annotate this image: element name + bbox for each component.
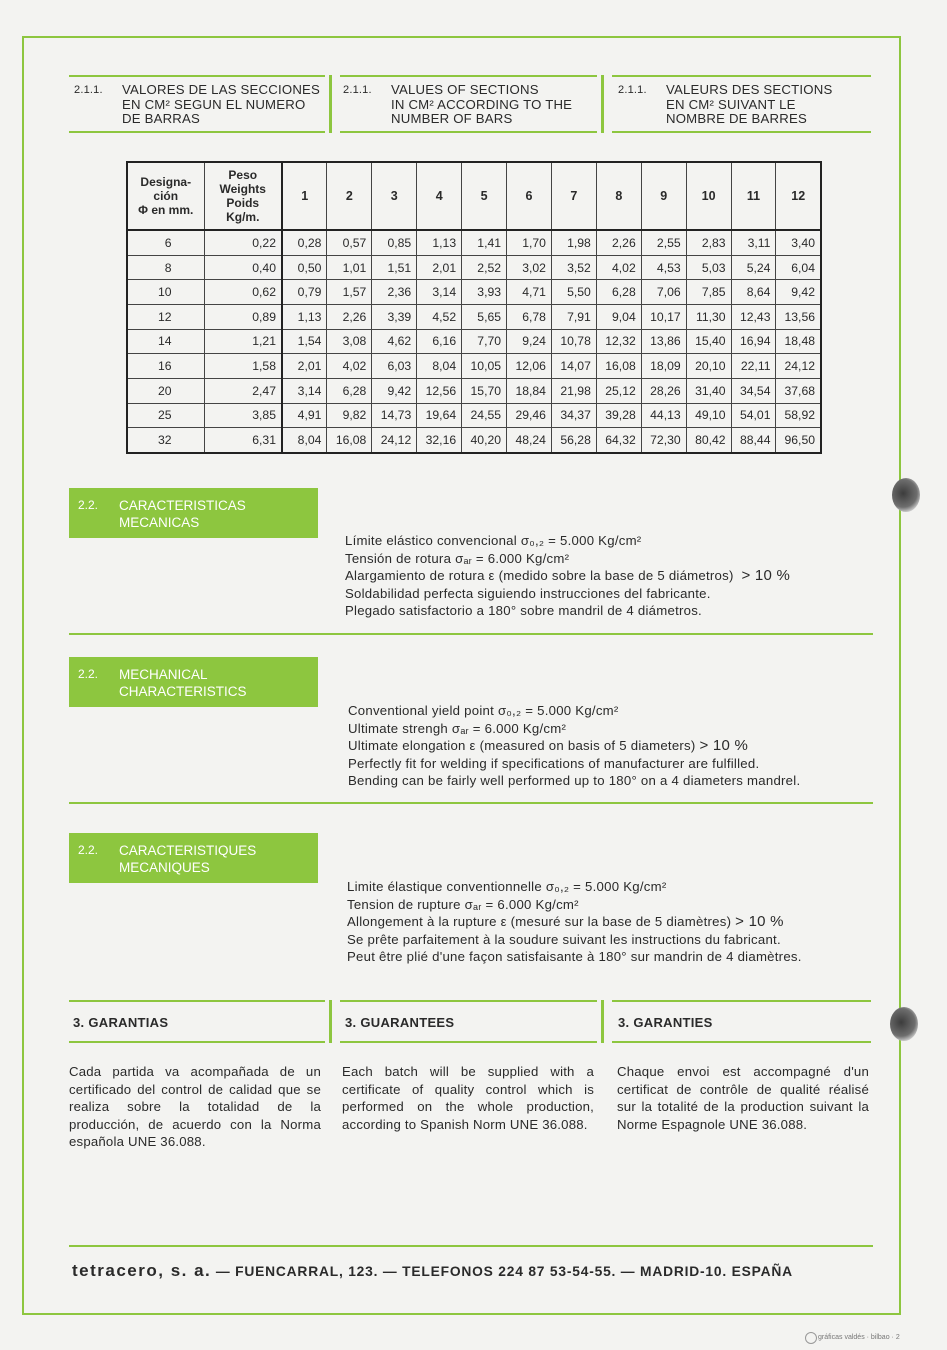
cell-section: 4,52 (417, 305, 462, 330)
cell-section: 18,09 (641, 354, 686, 379)
cell-section: 16,08 (596, 354, 641, 379)
divider (612, 75, 871, 77)
sections-table (126, 161, 822, 454)
cell-section: 64,32 (596, 428, 641, 453)
table-header-row (127, 162, 821, 230)
cell-section: 3,08 (327, 329, 372, 354)
cell-section: 7,06 (641, 280, 686, 305)
cell-section: 3,39 (372, 305, 417, 330)
cell-section: 29,46 (507, 403, 552, 428)
elongation-value: > 10 % (741, 567, 791, 585)
header-line: Φ en mm. (138, 203, 194, 217)
cell-section: 6,28 (327, 378, 372, 403)
divider (69, 1000, 325, 1002)
cell-section: 72,30 (641, 428, 686, 453)
printer-credit: gráficas valdés · bilbao · 2 (818, 1334, 900, 1341)
cell-section: 13,86 (641, 329, 686, 354)
cell-section: 10,78 (551, 329, 596, 354)
cell-weight: 6,31 (204, 428, 282, 453)
divider (69, 1245, 873, 1247)
text-line: Alargamiento de rotura ε (medido sobre la base de 5 diámetros) (345, 568, 734, 584)
cell-section: 44,13 (641, 403, 686, 428)
cell-section: 13,56 (776, 305, 821, 330)
cell-section: 2,26 (596, 230, 641, 255)
cell-section: 5,50 (551, 280, 596, 305)
cell-diameter: 20 (127, 378, 204, 403)
cell-section: 12,06 (507, 354, 552, 379)
heading-line: DE BARRAS (122, 111, 201, 126)
header-line: Poids (226, 196, 260, 210)
cell-section: 34,37 (551, 403, 596, 428)
header-bar-count: 7 (551, 162, 596, 230)
cell-weight: 2,47 (204, 378, 282, 403)
header-line: Designa- (140, 175, 192, 189)
cell-section: 4,02 (596, 255, 641, 280)
cell-weight: 1,58 (204, 354, 282, 379)
cell-section: 2,36 (372, 280, 417, 305)
mech-fr-lines (347, 878, 802, 966)
cell-section: 6,04 (776, 255, 821, 280)
cell-section: 1,98 (551, 230, 596, 255)
header-line: Weights (219, 182, 266, 196)
heading-text (391, 83, 572, 127)
cell-section: 21,98 (551, 378, 596, 403)
header-bar-count: 12 (776, 162, 821, 230)
punch-hole (892, 478, 920, 512)
cell-section: 16,94 (731, 329, 776, 354)
header-bar-count: 4 (417, 162, 462, 230)
section-number: 2.2. (78, 843, 99, 857)
cell-section: 3,02 (507, 255, 552, 280)
footer (72, 1261, 793, 1281)
cell-section: 10,05 (462, 354, 507, 379)
text-line: Límite elástico convencional σ₀,₂ = 5.000 Kg/cm² (345, 533, 642, 548)
header-bar-count: 2 (327, 162, 372, 230)
cell-section: 2,83 (686, 230, 731, 255)
column-separator (329, 1000, 332, 1043)
cell-section: 1,13 (282, 305, 327, 330)
cell-section: 3,93 (462, 280, 507, 305)
cell-section: 3,52 (551, 255, 596, 280)
text-line: Ultimate elongation ε (measured on basis of 5 diameters) (348, 738, 696, 754)
text-line: Limite élastique conventionnelle σ₀,₂ = 5.000 Kg/cm² (347, 879, 667, 894)
header-designation (127, 162, 204, 230)
cell-section: 48,24 (507, 428, 552, 453)
section-title (119, 666, 247, 700)
heading-line: VALEURS DES SECTIONS (666, 82, 833, 97)
cell-section: 15,40 (686, 329, 731, 354)
divider (69, 1041, 325, 1043)
heading-es-sections (74, 83, 329, 128)
header-bar-count: 9 (641, 162, 686, 230)
title-line: CARACTERISTIQUES (119, 843, 257, 858)
cell-section: 3,11 (731, 230, 776, 255)
cell-section: 40,20 (462, 428, 507, 453)
cell-section: 20,10 (686, 354, 731, 379)
header-bar-count: 10 (686, 162, 731, 230)
cell-section: 1,51 (372, 255, 417, 280)
text-line: Conventional yield point σ₀,₂ = 5.000 Kg/cm² (348, 703, 619, 718)
title-line: CARACTERISTICAS (119, 498, 246, 513)
section-number: 2.2. (78, 498, 99, 512)
divider (340, 1041, 597, 1043)
heading-text (666, 83, 832, 127)
column-separator (601, 1000, 604, 1043)
cell-section: 7,85 (686, 280, 731, 305)
cell-section: 0,85 (372, 230, 417, 255)
cell-section: 7,91 (551, 305, 596, 330)
cell-section: 2,01 (417, 255, 462, 280)
cell-section: 24,12 (372, 428, 417, 453)
divider (69, 633, 873, 635)
elongation-value: > 10 % (699, 737, 749, 755)
mech-en-title-box (69, 657, 318, 707)
cell-section: 9,82 (327, 403, 372, 428)
cell-section: 9,42 (372, 378, 417, 403)
column-separator (601, 75, 604, 133)
section-number: 2.1.1. (343, 84, 372, 96)
cell-section: 16,08 (327, 428, 372, 453)
guarantees-es-heading: 3. GARANTIAS (73, 1015, 169, 1030)
column-separator (329, 75, 332, 133)
table-row (127, 255, 821, 280)
heading-line: EN CM² SUIVANT LE (666, 96, 796, 112)
cell-section: 39,28 (596, 403, 641, 428)
cell-section: 1,70 (507, 230, 552, 255)
mech-es-lines (345, 532, 790, 620)
header-line: Kg/m. (226, 210, 260, 224)
text-line: Perfectly fit for welding if specifications of manufacturer are fulfilled. (348, 755, 760, 771)
cell-weight: 0,89 (204, 305, 282, 330)
text-line-elongation (348, 737, 800, 755)
title-line: MECANICAS (119, 515, 200, 530)
heading-text (122, 83, 320, 127)
text-line-elongation (345, 567, 790, 585)
cell-section: 9,42 (776, 280, 821, 305)
guarantees-en-text: Each batch will be supplied with a certificate of quality control which is performed on the whole production, according to Spanish Norm UNE 36.088. (342, 1064, 594, 1132)
cell-section: 3,40 (776, 230, 821, 255)
cell-section: 54,01 (731, 403, 776, 428)
cell-weight: 0,62 (204, 280, 282, 305)
mech-es-title-box (69, 488, 318, 538)
cell-section: 12,43 (731, 305, 776, 330)
table-row (127, 428, 821, 453)
divider (612, 131, 871, 133)
cell-section: 96,50 (776, 428, 821, 453)
cell-section: 32,16 (417, 428, 462, 453)
divider (340, 75, 597, 77)
cell-section: 5,24 (731, 255, 776, 280)
cell-section: 88,44 (731, 428, 776, 453)
text-line: Allongement à la rupture ε (mesuré sur la base de 5 diamètres) (347, 914, 732, 930)
divider (69, 75, 325, 77)
guarantees-en-heading: 3. GUARANTEES (345, 1015, 455, 1030)
header-bar-count: 1 (282, 162, 327, 230)
divider (340, 1000, 597, 1002)
elongation-value: > 10 % (735, 913, 784, 931)
table-row (127, 329, 821, 354)
cell-section: 0,28 (282, 230, 327, 255)
table-row (127, 280, 821, 305)
text-line: Soldabilidad perfecta siguiendo instrucciones del fabricante. (345, 585, 711, 601)
text-line: Peut être plié d'une façon satisfaisante à 180° sur mandrin de 4 diamètres. (347, 949, 802, 965)
heading-line: NOMBRE DE BARRES (666, 111, 807, 126)
cell-section: 31,40 (686, 378, 731, 403)
cell-section: 5,03 (686, 255, 731, 280)
cell-weight: 3,85 (204, 403, 282, 428)
section-number: 2.1.1. (74, 84, 103, 96)
cell-diameter: 10 (127, 280, 204, 305)
cell-weight: 0,40 (204, 255, 282, 280)
table-row (127, 378, 821, 403)
header-bar-count: 8 (596, 162, 641, 230)
title-line: MECHANICAL (119, 667, 208, 682)
cell-section: 9,04 (596, 305, 641, 330)
guarantees-fr-text: Chaque envoi est accompagné d'un certificat de contrôle de qualité réalisé sur la totalité de la production suivant la Norme Espagnole UNE 36.088. (617, 1064, 869, 1132)
cell-diameter: 14 (127, 329, 204, 354)
cell-section: 11,30 (686, 305, 731, 330)
title-line: CHARACTERISTICS (119, 684, 247, 699)
header-line: ción (153, 189, 179, 203)
heading-line: EN CM² SEGUN EL NUMERO (122, 96, 306, 112)
heading-en-sections (343, 83, 598, 128)
text-line: Plegado satisfactorio a 180° sobre mandril de 4 diámetros. (345, 603, 702, 619)
cell-section: 22,11 (731, 354, 776, 379)
cell-section: 6,78 (507, 305, 552, 330)
text-line: Tensión de rotura σₐᵣ = 6.000 Kg/cm² (345, 550, 570, 566)
cell-section: 6,28 (596, 280, 641, 305)
guarantees-es-text: Cada partida va acompañada de un certificado del control de calidad que se realiza sobre la totalidad de la producción, de acuerdo con la Norma española UNE 36.088. (69, 1064, 321, 1150)
cell-section: 14,73 (372, 403, 417, 428)
cell-section: 5,65 (462, 305, 507, 330)
heading-line: VALORES DE LAS SECCIONES (122, 82, 321, 97)
table-row (127, 354, 821, 379)
cell-section: 4,91 (282, 403, 327, 428)
cell-section: 0,57 (327, 230, 372, 255)
guarantees-fr-heading: 3. GARANTIES (618, 1015, 713, 1030)
cell-section: 18,84 (507, 378, 552, 403)
cell-section: 12,56 (417, 378, 462, 403)
cell-section: 14,07 (551, 354, 596, 379)
cell-section: 4,62 (372, 329, 417, 354)
company-address: — FUENCARRAL, 123. — TELEFONOS 224 87 53-54-55. — MADRID-10. ESPAÑA (211, 1264, 793, 1279)
heading-line: IN CM² ACCORDING TO THE (391, 96, 573, 112)
mech-en-lines (348, 702, 800, 790)
text-line: Se prête parfaitement à la soudure suivant les instructions du fabricant. (347, 931, 781, 947)
title-line: MECANIQUES (119, 860, 210, 875)
mech-fr-title-box (69, 833, 318, 883)
cell-section: 49,10 (686, 403, 731, 428)
cell-section: 0,50 (282, 255, 327, 280)
cell-weight: 0,22 (204, 230, 282, 255)
cell-section: 24,55 (462, 403, 507, 428)
header-bar-count: 3 (372, 162, 417, 230)
cell-section: 6,03 (372, 354, 417, 379)
company-logo-text: tetracero, s. a. (72, 1261, 212, 1280)
cell-section: 0,79 (282, 280, 327, 305)
cell-section: 4,71 (507, 280, 552, 305)
cell-section: 8,04 (417, 354, 462, 379)
text-line-elongation (347, 913, 802, 931)
cell-section: 6,16 (417, 329, 462, 354)
table-body (127, 230, 821, 453)
cell-section: 1,41 (462, 230, 507, 255)
table-row (127, 230, 821, 255)
cell-section: 37,68 (776, 378, 821, 403)
divider (612, 1000, 871, 1002)
cell-section: 2,55 (641, 230, 686, 255)
cell-section: 4,53 (641, 255, 686, 280)
cell-section: 8,64 (731, 280, 776, 305)
printer-logo-icon (805, 1332, 817, 1344)
cell-section: 18,48 (776, 329, 821, 354)
cell-section: 19,64 (417, 403, 462, 428)
section-title (119, 497, 246, 531)
punch-hole (890, 1007, 918, 1041)
cell-diameter: 8 (127, 255, 204, 280)
cell-section: 9,24 (507, 329, 552, 354)
heading-fr-sections (618, 83, 873, 128)
cell-section: 1,57 (327, 280, 372, 305)
cell-section: 12,32 (596, 329, 641, 354)
section-number: 2.2. (78, 667, 99, 681)
cell-section: 1,54 (282, 329, 327, 354)
divider (612, 1041, 871, 1043)
cell-diameter: 12 (127, 305, 204, 330)
header-weight (204, 162, 282, 230)
cell-section: 24,12 (776, 354, 821, 379)
cell-section: 8,04 (282, 428, 327, 453)
cell-diameter: 25 (127, 403, 204, 428)
heading-line: VALUES OF SECTIONS (391, 82, 539, 97)
cell-section: 15,70 (462, 378, 507, 403)
text-line: Tension de rupture σₐᵣ = 6.000 Kg/cm² (347, 896, 579, 912)
cell-section: 3,14 (417, 280, 462, 305)
text-line: Ultimate strengh σₐᵣ = 6.000 Kg/cm² (348, 720, 567, 736)
divider (340, 131, 597, 133)
cell-section: 34,54 (731, 378, 776, 403)
cell-section: 3,14 (282, 378, 327, 403)
cell-weight: 1,21 (204, 329, 282, 354)
header-line: Peso (228, 168, 258, 182)
cell-diameter: 32 (127, 428, 204, 453)
header-bar-count: 6 (507, 162, 552, 230)
section-number: 2.1.1. (618, 84, 647, 96)
header-bar-count: 5 (462, 162, 507, 230)
cell-section: 58,92 (776, 403, 821, 428)
table-row (127, 403, 821, 428)
cell-section: 4,02 (327, 354, 372, 379)
cell-section: 2,26 (327, 305, 372, 330)
divider (69, 131, 325, 133)
cell-section: 25,12 (596, 378, 641, 403)
section-title (119, 842, 256, 876)
header-bar-count: 11 (731, 162, 776, 230)
cell-section: 1,13 (417, 230, 462, 255)
divider (69, 802, 873, 804)
cell-section: 2,01 (282, 354, 327, 379)
cell-diameter: 16 (127, 354, 204, 379)
cell-section: 2,52 (462, 255, 507, 280)
heading-line: NUMBER OF BARS (391, 111, 513, 126)
cell-section: 7,70 (462, 329, 507, 354)
cell-section: 28,26 (641, 378, 686, 403)
cell-section: 10,17 (641, 305, 686, 330)
text-line: Bending can be fairly well performed up to 180° on a 4 diameters mandrel. (348, 773, 801, 789)
cell-section: 56,28 (551, 428, 596, 453)
cell-diameter: 6 (127, 230, 204, 255)
cell-section: 80,42 (686, 428, 731, 453)
table-row (127, 305, 821, 330)
cell-section: 1,01 (327, 255, 372, 280)
